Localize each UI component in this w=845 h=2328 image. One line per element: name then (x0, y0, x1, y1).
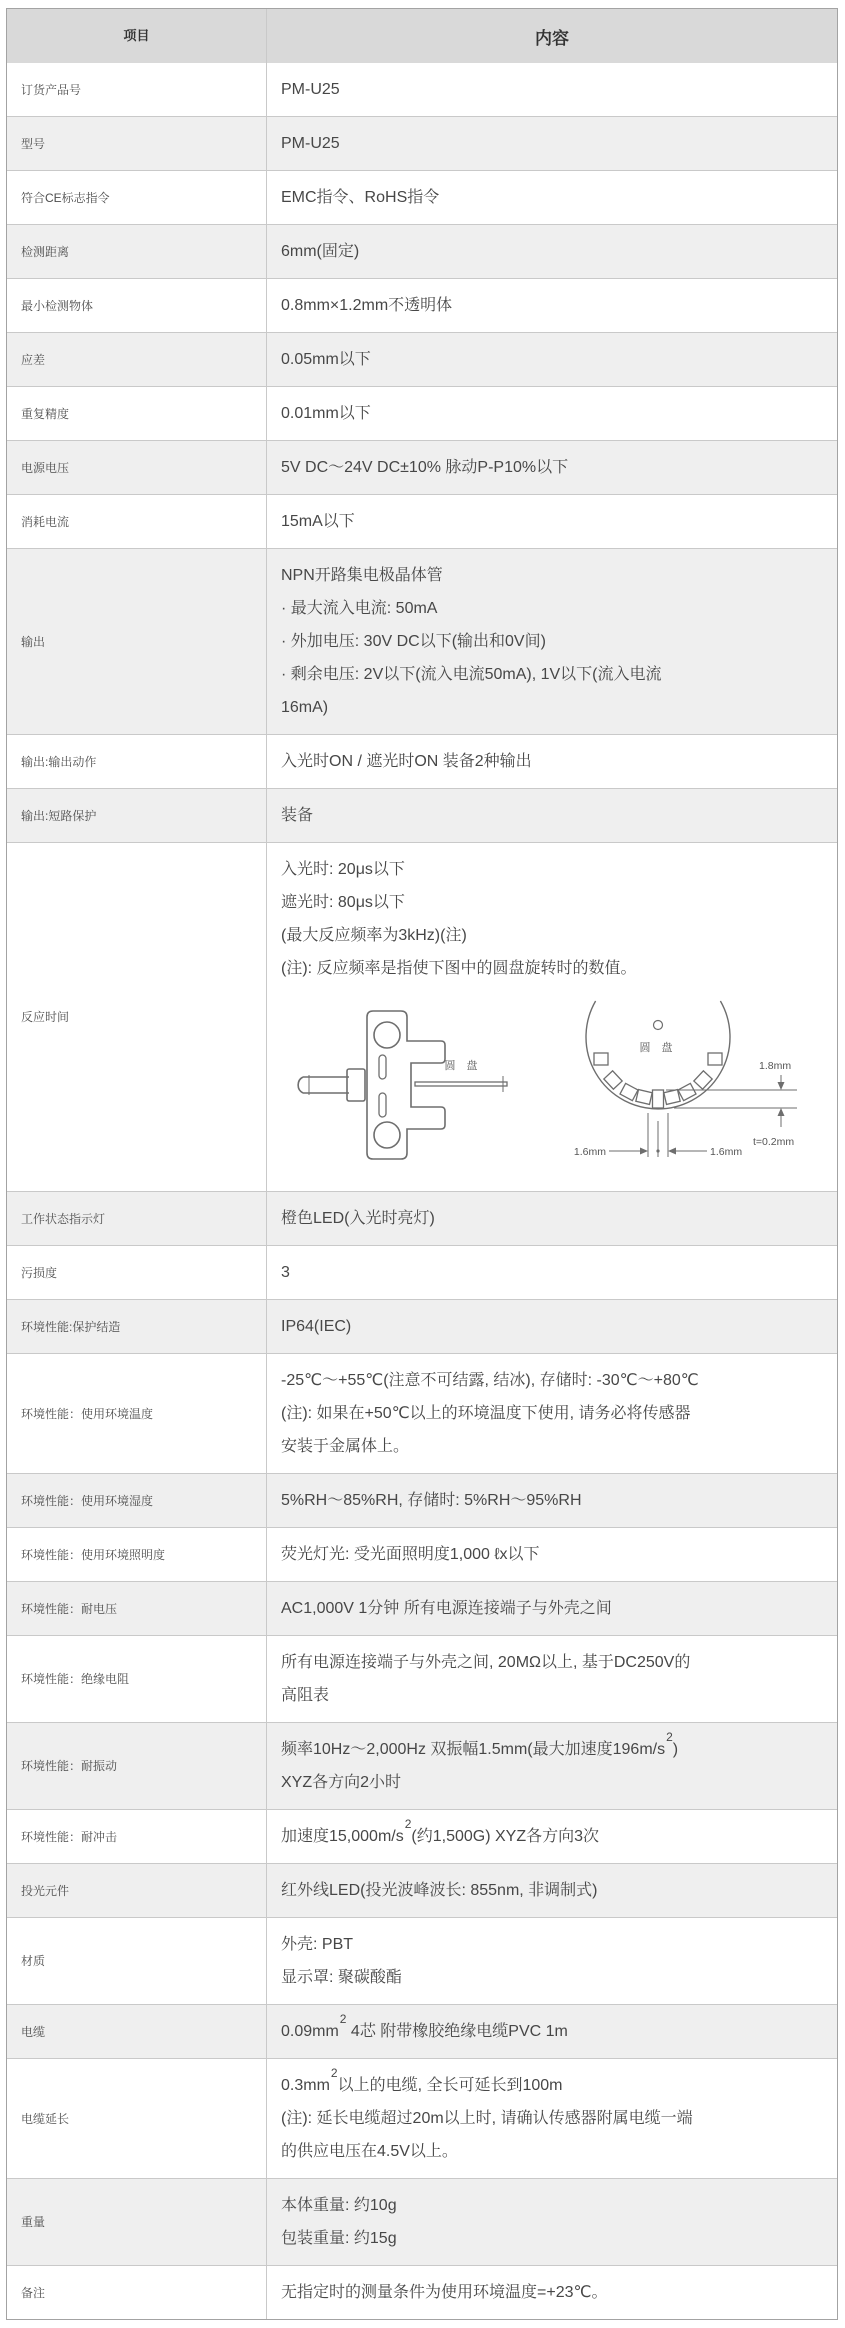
table-row (7, 1863, 837, 1917)
row-content: 0.05mm以下 (266, 333, 837, 386)
table-row (7, 1635, 837, 1722)
table-row (7, 278, 837, 332)
table-header-row (7, 9, 837, 63)
row-content: 频率10Hz～2,000Hz 双振幅1.5mm(最大加速度$196m/s^2$) XYZ各方向2小时 (266, 1723, 837, 1809)
table-row (7, 2004, 837, 2058)
table-row (7, 170, 837, 224)
table-row (7, 1473, 837, 1527)
table-row (7, 2058, 837, 2178)
row-content: 外壳: PBT 显示罩: 聚碳酸酯 (266, 1918, 837, 2004)
row-content: -25℃～+55℃(注意不可结露, 结冰), 存储时: -30℃～+80℃ (注): 如果在+50℃以上的环境温度下使用, 请务必将传感器 安装于金属体上。 (266, 1354, 837, 1473)
header-item: 项目 (123, 28, 150, 44)
row-label: 环境性能：使用环境照明度 (21, 1547, 166, 1562)
table-row (7, 1917, 837, 2004)
row-label: 反应时间 (21, 1010, 70, 1024)
table-row (7, 2178, 837, 2265)
row-content: $0.3mm^2$以上的电缆, 全长可延长到100m (注): 延长电缆超过20m以上时, 请确认传感器附属电缆一端 的供应电压在4.5V以上。 (266, 2059, 837, 2178)
row-label: 电源电压 (21, 460, 70, 475)
table-row (7, 1191, 837, 1245)
row-label: 环境性能：耐振动 (21, 1759, 118, 1773)
response-frequency-diagram (291, 997, 823, 1177)
row-content: 红外线LED(投光波峰波长: 855nm, 非调制式) (266, 1864, 837, 1917)
disk-diagram (553, 997, 821, 1177)
table-row (7, 1581, 837, 1635)
row-label: 材质 (21, 1954, 46, 1968)
table-row (7, 1299, 837, 1353)
table-row (7, 734, 837, 788)
row-label: 电缆延长 (21, 2111, 70, 2126)
row-content: 无指定时的测量条件为使用环境温度=+23℃。 (266, 2266, 837, 2319)
table-row (7, 116, 837, 170)
row-label: 环境性能：使用环境温度 (21, 1406, 154, 1421)
row-label: 环境性能:保护结造 (21, 1319, 121, 1334)
row-label: 重复精度 (21, 406, 70, 421)
row-content: 5V DC～24V DC±10% 脉动P-P10%以下 (266, 441, 837, 494)
table-row (7, 2265, 837, 2319)
disk-label: 圆 盘 (639, 1042, 677, 1054)
row-content: 橙色LED(入光时亮灯) (266, 1192, 837, 1245)
row-label: 消耗电流 (21, 514, 70, 529)
row-content: 6mm(固定) (266, 225, 837, 278)
table-row (7, 332, 837, 386)
spec-table (6, 8, 838, 2320)
row-content: 5%RH～85%RH, 存储时: 5%RH～95%RH (266, 1474, 837, 1527)
table-row (7, 1245, 837, 1299)
table-row (7, 842, 837, 1191)
row-label: 输出 (21, 634, 46, 649)
row-label: 输出:输出动作 (21, 754, 97, 769)
row-content: NPN开路集电极晶体管 · 最大流入电流: 50mA · 外加电压: 30V DC以下(输出和0V间) · 剩余电压: 2V以下(流入电流50mA), 1V以下(流入电流 16mA) (266, 549, 837, 734)
row-content: PM-U25 (266, 117, 837, 170)
row-content: 0.01mm以下 (266, 387, 837, 440)
row-label: 重量 (21, 2215, 46, 2229)
row-content: PM-U25 (266, 63, 837, 116)
row-content: 15mA以下 (266, 495, 837, 548)
dim-pitch-left-label: 1.6mm (573, 1146, 606, 1158)
row-content: IP64(IEC) (266, 1300, 837, 1353)
dim-thickness-label: t=0.2mm (753, 1136, 795, 1148)
row-label: 订货产品号 (21, 82, 82, 97)
row-label: 符合CE标志指令 (21, 190, 110, 205)
row-label: 投光元件 (21, 1883, 70, 1898)
row-content: 装备 (266, 789, 837, 842)
row-content: 加速度$15,000m/s^2$(约1,500G) XYZ各方向3次 (266, 1810, 837, 1863)
row-label: 环境性能：耐冲击 (21, 1829, 118, 1844)
row-label: 污损度 (21, 1265, 58, 1280)
table-row (7, 63, 837, 116)
sensor-disk-label: 圆 盘 (444, 1060, 482, 1072)
row-label: 环境性能：使用环境湿度 (21, 1493, 154, 1508)
row-label: 输出:短路保护 (21, 808, 97, 823)
spec-table-body (7, 63, 837, 2319)
row-content: 0.8mm×1.2mm不透明体 (266, 279, 837, 332)
row-label: 环境性能：耐电压 (21, 1601, 118, 1616)
row-label: 应差 (21, 352, 46, 367)
row-label: 备注 (21, 2285, 46, 2300)
table-row (7, 788, 837, 842)
row-content: 入光时ON / 遮光时ON 装备2种输出 (266, 735, 837, 788)
row-label: 检测距离 (21, 244, 70, 259)
table-row (7, 386, 837, 440)
row-label: 工作状态指示灯 (21, 1211, 106, 1226)
row-content: 入光时: 20μs以下 遮光时: 80μs以下 (最大反应频率为3kHz)(注) (注): 反应频率是指使下图中的圆盘旋转时的数值。 圆 盘 圆 盘 1.8mm t=0.2mm 1.6mm 1.6mm (266, 843, 837, 1191)
row-content: $0.09mm^2$ 4芯 附带橡胶绝缘电缆PVC 1m (266, 2005, 837, 2058)
table-row (7, 1353, 837, 1473)
row-content: 3 (266, 1246, 837, 1299)
table-row (7, 548, 837, 734)
row-content: EMC指令、RoHS指令 (266, 171, 837, 224)
table-row (7, 1527, 837, 1581)
sensor-diagram (291, 997, 523, 1177)
row-label: 最小检测物体 (21, 298, 94, 313)
row-content: AC1,000V 1分钟 所有电源连接端子与外壳之间 (266, 1582, 837, 1635)
dim-height-label: 1.8mm (759, 1060, 792, 1072)
row-content: 荧光灯光: 受光面照明度1,000 ℓx以下 (266, 1528, 837, 1581)
table-row (7, 1722, 837, 1809)
header-content: 内容 (266, 9, 837, 63)
table-row (7, 494, 837, 548)
dim-pitch-right-label: 1.6mm (710, 1146, 743, 1158)
row-content: 本体重量: 约10g 包装重量: 约15g (266, 2179, 837, 2265)
row-content: 所有电源连接端子与外壳之间, 20MΩ以上, 基于DC250V的 高阻表 (266, 1636, 837, 1722)
table-row (7, 1809, 837, 1863)
table-row (7, 440, 837, 494)
table-row (7, 224, 837, 278)
disk-slots (594, 1053, 722, 1108)
row-label: 型号 (21, 136, 46, 151)
row-label: 环境性能：绝缘电阻 (21, 1672, 130, 1686)
row-label: 电缆 (21, 2024, 46, 2039)
